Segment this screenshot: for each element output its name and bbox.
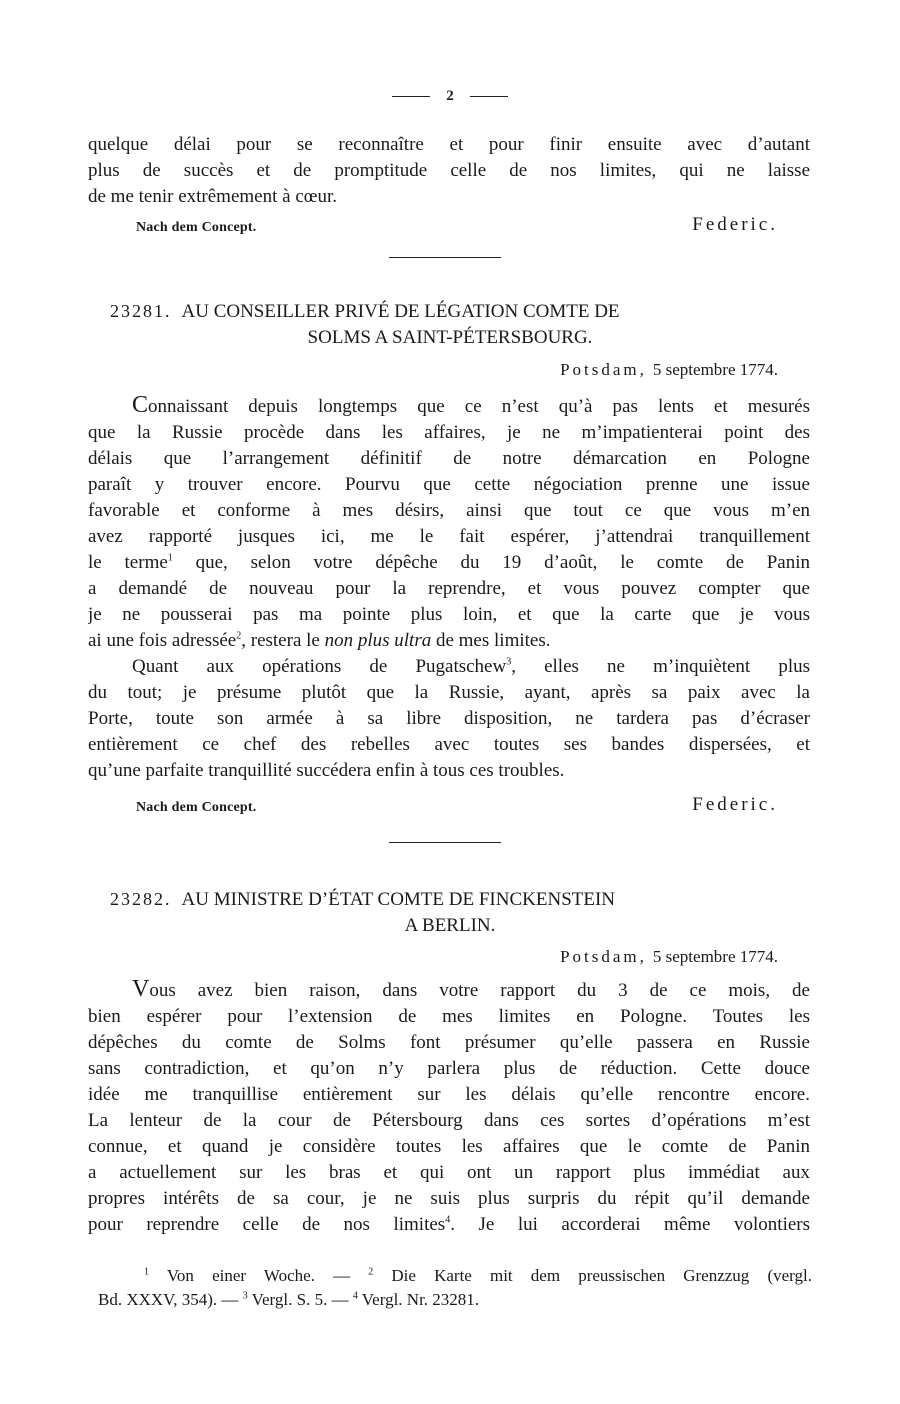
text-line: La lenteur de la cour de Pétersbourg dans ces sortes d’opérations m’est (88, 1110, 810, 1131)
italic-phrase: non plus ultra (324, 630, 432, 651)
footnote-number: 4 (352, 1290, 358, 1302)
signature: Federic. (692, 214, 778, 235)
intro-source-row (136, 212, 778, 238)
footnote-number: 3 (242, 1290, 248, 1302)
text-line: Vous avez bien raison, dans votre rapport du 3 de ce mois, de (132, 976, 810, 1002)
text-line: entièrement ce chef des rebelles avec toutes ses bandes dispersées, et (88, 734, 810, 755)
footnote-line: $^1$ Von einer Woche. — $^2$ Die Karte mit dem preussischen Grenzzug (vergl. (144, 1266, 812, 1285)
letter-body (88, 976, 810, 1238)
section-divider (389, 842, 501, 843)
text-line: de me tenir extrêmement à cœur. (88, 186, 338, 207)
text-line: sans contradiction, et qu’on n’y parlera plus de réduction. Cette douce (88, 1058, 810, 1079)
letter-heading (110, 886, 790, 939)
letter-heading-line (110, 298, 790, 325)
initial-capital: C (132, 392, 149, 418)
footnote-number: 1 (144, 1266, 149, 1278)
text-line: bien espérer pour l’extension de mes limites en Pologne. Toutes les (88, 1006, 810, 1027)
footnote-marker: 1 (167, 552, 173, 564)
folio-dash-left (392, 96, 430, 97)
letter-addressee: AU CONSEILLER PRIVÉ DE LÉGATION COMTE DE (181, 301, 620, 322)
text-line: qu’une parfaite tranquillité succédera enfin à tous ces troubles. (88, 760, 565, 781)
folio-dash-right (470, 96, 508, 97)
text-line: je ne pousserai pas ma pointe plus loin, et que la carte que je vous (88, 604, 810, 625)
text-line: plus de succès et de promptitude celle de nos limites, qui ne laisse (88, 160, 810, 181)
dateline-place: Potsdam, (560, 360, 647, 379)
text-line: pour reprendre celle de nos limites$^4$. Je lui accorderai même volontiers (88, 1214, 810, 1235)
text-line: Connaissant depuis longtemps que ce n’est qu’à pas lents et mesurés (132, 392, 810, 418)
footnote-line: Bd. XXXV, 354). — $^3$ Vergl. S. 5. — $^4$ Vergl. Nr. 23281. (98, 1290, 480, 1309)
text-line: le terme$^1$ que, selon votre dépêche du 19 d’août, le comte de Panin (88, 552, 810, 573)
text-line: connue, et quand je considère toutes les affaires que le comte de Panin (88, 1136, 810, 1157)
section-divider (389, 257, 501, 258)
page-number: 2 (0, 88, 900, 105)
letter-source-row (136, 792, 778, 818)
text-line: favorable et conforme à mes désirs, ainsi que tout ce que vous m’en (88, 500, 810, 521)
text-line: Quant aux opérations de Pugatschew$^3$, elles ne m’inquiètent plus (132, 656, 810, 677)
letter-heading-line (110, 886, 790, 913)
text-line: quelque délai pour se reconnaître et pour finir ensuite avec d’autant (88, 134, 810, 155)
source-note: Nach dem Concept. (136, 800, 257, 815)
letter-addressee-line2: A BERLIN. (404, 915, 496, 936)
intro-paragraph (88, 132, 810, 210)
dateline-date: 5 septembre 1774. (652, 947, 778, 966)
dateline-date: 5 septembre 1774. (652, 360, 778, 379)
footnotes (98, 1264, 812, 1312)
letter-addressee-line2: SOLMS A SAINT-PÉTERSBOURG. (307, 327, 593, 348)
text-line: Porte, toute son armée à sa libre disposition, ne tardera pas d’écraser (88, 708, 810, 729)
text-line: dépêches du comte de Solms font présumer qu’elle passera en Russie (88, 1032, 810, 1053)
footnote-number: 2 (368, 1266, 374, 1278)
text-line: propres intérêts de sa cour, je ne suis plus surpris du répit qu’il demande (88, 1188, 810, 1209)
text-line: a demandé de nouveau pour la reprendre, et vous pouvez compter que (88, 578, 810, 599)
text-line: ai une fois adressée$^2$, restera le non plus ultra de mes limites. (88, 630, 551, 651)
letter-body (88, 392, 810, 784)
text-line: paraît y trouver encore. Pourvu que cette négociation prenne une issue (88, 474, 810, 495)
letter-dateline (560, 947, 778, 967)
initial-capital: V (132, 976, 150, 1002)
text-line: du tout; je présume plutôt que la Russie, ayant, après sa paix avec la (88, 682, 810, 703)
text-line: que la Russie procède dans les affaires, je ne m’impatienterai point des (88, 422, 810, 443)
footnote-marker: 3 (506, 656, 512, 668)
letter-dateline (560, 360, 778, 380)
letter-number: 23282. (110, 889, 172, 909)
footnote-marker: 4 (445, 1214, 451, 1226)
text-line: a actuellement sur les bras et qui ont un rapport plus immédiat aux (88, 1162, 810, 1183)
source-note: Nach dem Concept. (136, 220, 257, 235)
dateline-place: Potsdam, (560, 947, 647, 966)
letter-addressee: AU MINISTRE D’ÉTAT COMTE DE FINCKENSTEIN (181, 889, 616, 910)
text-line: idée me tranquillise entièrement sur les délais qu’elle rencontre encore. (88, 1084, 810, 1105)
text-line: délais que l’arrangement définitif de notre démarcation en Pologne (88, 448, 810, 469)
text-line: avez rapporté jusques ici, me le fait espérer, j’attendrai tranquillement (88, 526, 810, 547)
letter-heading (110, 298, 790, 351)
letter-number: 23281. (110, 301, 172, 321)
footnote-marker: 2 (236, 630, 242, 642)
signature: Federic. (692, 794, 778, 815)
